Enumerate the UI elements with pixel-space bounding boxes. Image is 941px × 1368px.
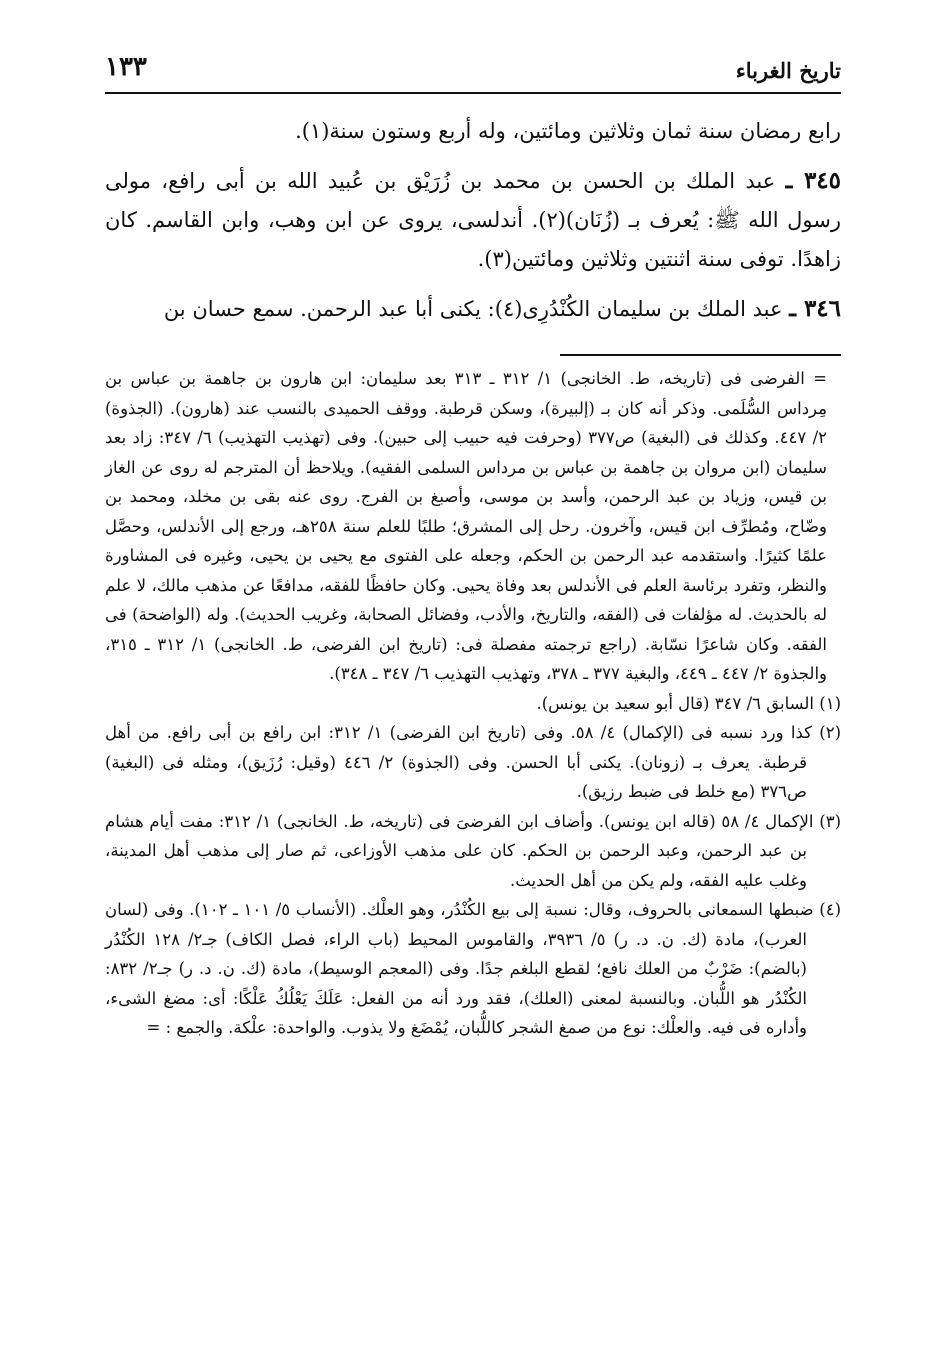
header-divider <box>105 92 841 94</box>
entry-346 <box>105 289 841 329</box>
footnote-4 <box>105 895 841 1043</box>
running-header <box>105 52 841 92</box>
footnote-marker: (٤) <box>819 900 842 919</box>
footnote-marker: (٣) <box>819 811 842 831</box>
entry-345 <box>105 161 841 279</box>
footnote-marker: (٢) <box>819 723 841 742</box>
main-text <box>105 112 841 329</box>
footnote-divider <box>560 354 841 356</box>
entry-number: ٣٤٦ ـ <box>789 295 841 322</box>
page-number: ١٣٣ <box>105 52 147 82</box>
footnote-text: الإكمال ٤/ ٥٨ (قاله ابن يونس). وأضاف ابن الفرضىَ فى (تاريخه، ط. الخانجى) ١/ ٣١٢: مفت أيام هشام بن عبد الرحمن، وعبد الرحمن بن الحكم. كان على مذهب الأوزاعى، ثم صار إلى مذهب أهل المدينة، وغلب عليه الفقه، ولم يكن من أهل الحديث. <box>105 811 814 890</box>
footnote-text: ضبطها السمعانى بالحروف، وقال: نسبة إلى بيع الكُنْدُر، وهو العلْك. (الأنساب ٥/ ١٠١ ـ ١٠٢). وفى (لسان العرب)، مادة (ك. ن. د. ر) ٥/ ٣٩٣٦، والقاموس المحيط (باب الراء، فصل الكاف) جـ٢/ ١٢٨ الكُنْدُر (بالضم): ضَرْبٌ من العلك نافع؛ لقطع البلغم جدًا. وفى (المعجم الوسيط)، مادة (ك. ن. د. ر) جـ٢/ ٨٣٢: الكُنْدُر هو اللُّبان. وبالنسبة لمعنى (العلك)، فقد ورد أنه من الفعل: عَلَكَ يَعْلُكُ عَلْكًا: أى: مضغ الشىء، وأداره فى فيه. والعلْك: نوع من صمغ الشجر كاللُّبان، يُمْضَغ ولا يذوب. والواحدة: علْكة. والجمع : = <box>105 900 814 1037</box>
continuation-paragraph: رابع رمضان سنة ثمان وثلاثين ومائتين، وله أربع وستون سنة(١). <box>295 119 841 143</box>
entry-text: عبد الملك بن الحسن بن محمد بن زُرَيْق بن عُبيد الله بن أبى رافع، مولى رسول الله ﷺ: يُعرف بـ (زُنَان)(٢). أندلسى، يروى عن ابن وهب، وابن القاسم. كان زاهدًا. توفى سنة اثنتين وثلاثين ومائتين(٣). <box>105 169 841 271</box>
footnote-continuation: = الفرضى فى (تاريخه، ط. الخانجى) ١/ ٣١٢ ـ ٣١٣ بعد سليمان: ابن هارون بن جاهمة بن عباس بن مِرداس السُّلَمى. وذكر أنه كان بـ (إلبيرة)، وسكن قرطبة. ووقف الحميدى بالنسب عند (هارون). (الجذوة) ٢/ ٤٤٧. وكذلك فى (البغية) ص٣٧٧ (وحرفت فيه حبيب إلى حبين). وفى (تهذيب التهذيب) ٦/ ٣٤٧: زاد بعد سليمان (ابن مروان بن جاهمة بن عباس بن مرداس السلمى الفقيه). ويلاحظ أن المترجم له روى عن الغاز بن قيس، وزياد بن عبد الرحمن، وأسد بن موسى، وأصبغ بن الفرج. روى عنه بقى بن مخلد، ومحمد بن وضّاح، ومُطرِّف ابن قيس، وآخرون. رحل إلى المشرق؛ طلبًا للعلم سنة ٢٥٨هـ، ورجع إلى الأندلس، وحصَّل علمًا كثيرًا. واستقدمه عبد الرحمن بن الحكم، وجعله على الفتوى مع يحيى بن يحيى، وغيره فى المشاورة والنظر، وتفرد برئاسة العلم فى الأندلس بعد وفاة يحيى. وكان حافظًا للفقه، مدافعًا عن مذهب مالك، لا علم له بالحديث. له مؤلفات فى (الفقه، والتاريخ، والأدب، وفضائل الصحابة، وغريب الحديث). وله (الواضحة) فى الفقه. وكان شاعرًا نسّابة. (راجع ترجمته مفصلة فى: (تاريخ ابن الفرضى، ط. الخانجى) ١/ ٣١٢ ـ ٣١٥، والجذوة ٢/ ٤٤٧ ـ ٤٤٩، والبغية ٣٧٧ ـ ٣٧٨، وتهذيب التهذيب ٦/ ٣٤٧ ـ ٣٤٨). <box>105 369 828 683</box>
footnote-1 <box>105 689 841 719</box>
footnote-3 <box>105 807 841 896</box>
footnote-text: كذا ورد نسبه فى (الإكمال) ٤/ ٥٨. وفى (تاريخ ابن الفرضى) ١/ ٣١٢: ابن رافع بن أبى رافع. من أهل قرطبة. يعرف بـ (زونان). يكنى أبا الحسن. وفى (الجذوة) ٢/ ٤٤٦ (وقيل: رُزَيق)، ومثله فى (البغية) ص٣٧٦ (مع خلط فى ضبط رزيق). <box>105 723 812 801</box>
footnote-2 <box>105 718 841 807</box>
footnotes <box>105 364 841 1043</box>
book-title: تاريخ الغرباء <box>735 58 841 83</box>
footnote-marker: (١) <box>819 693 841 713</box>
entry-number: ٣٤٥ ـ <box>785 167 841 194</box>
footnote-text: السابق ٦/ ٣٤٧ (قال أبو سعيد بن يونس). <box>536 693 814 713</box>
entry-text: عبد الملك بن سليمان الكُنْدُرِى(٤): يكنى أبا عبد الرحمن. سمع حسان بن <box>163 297 783 321</box>
